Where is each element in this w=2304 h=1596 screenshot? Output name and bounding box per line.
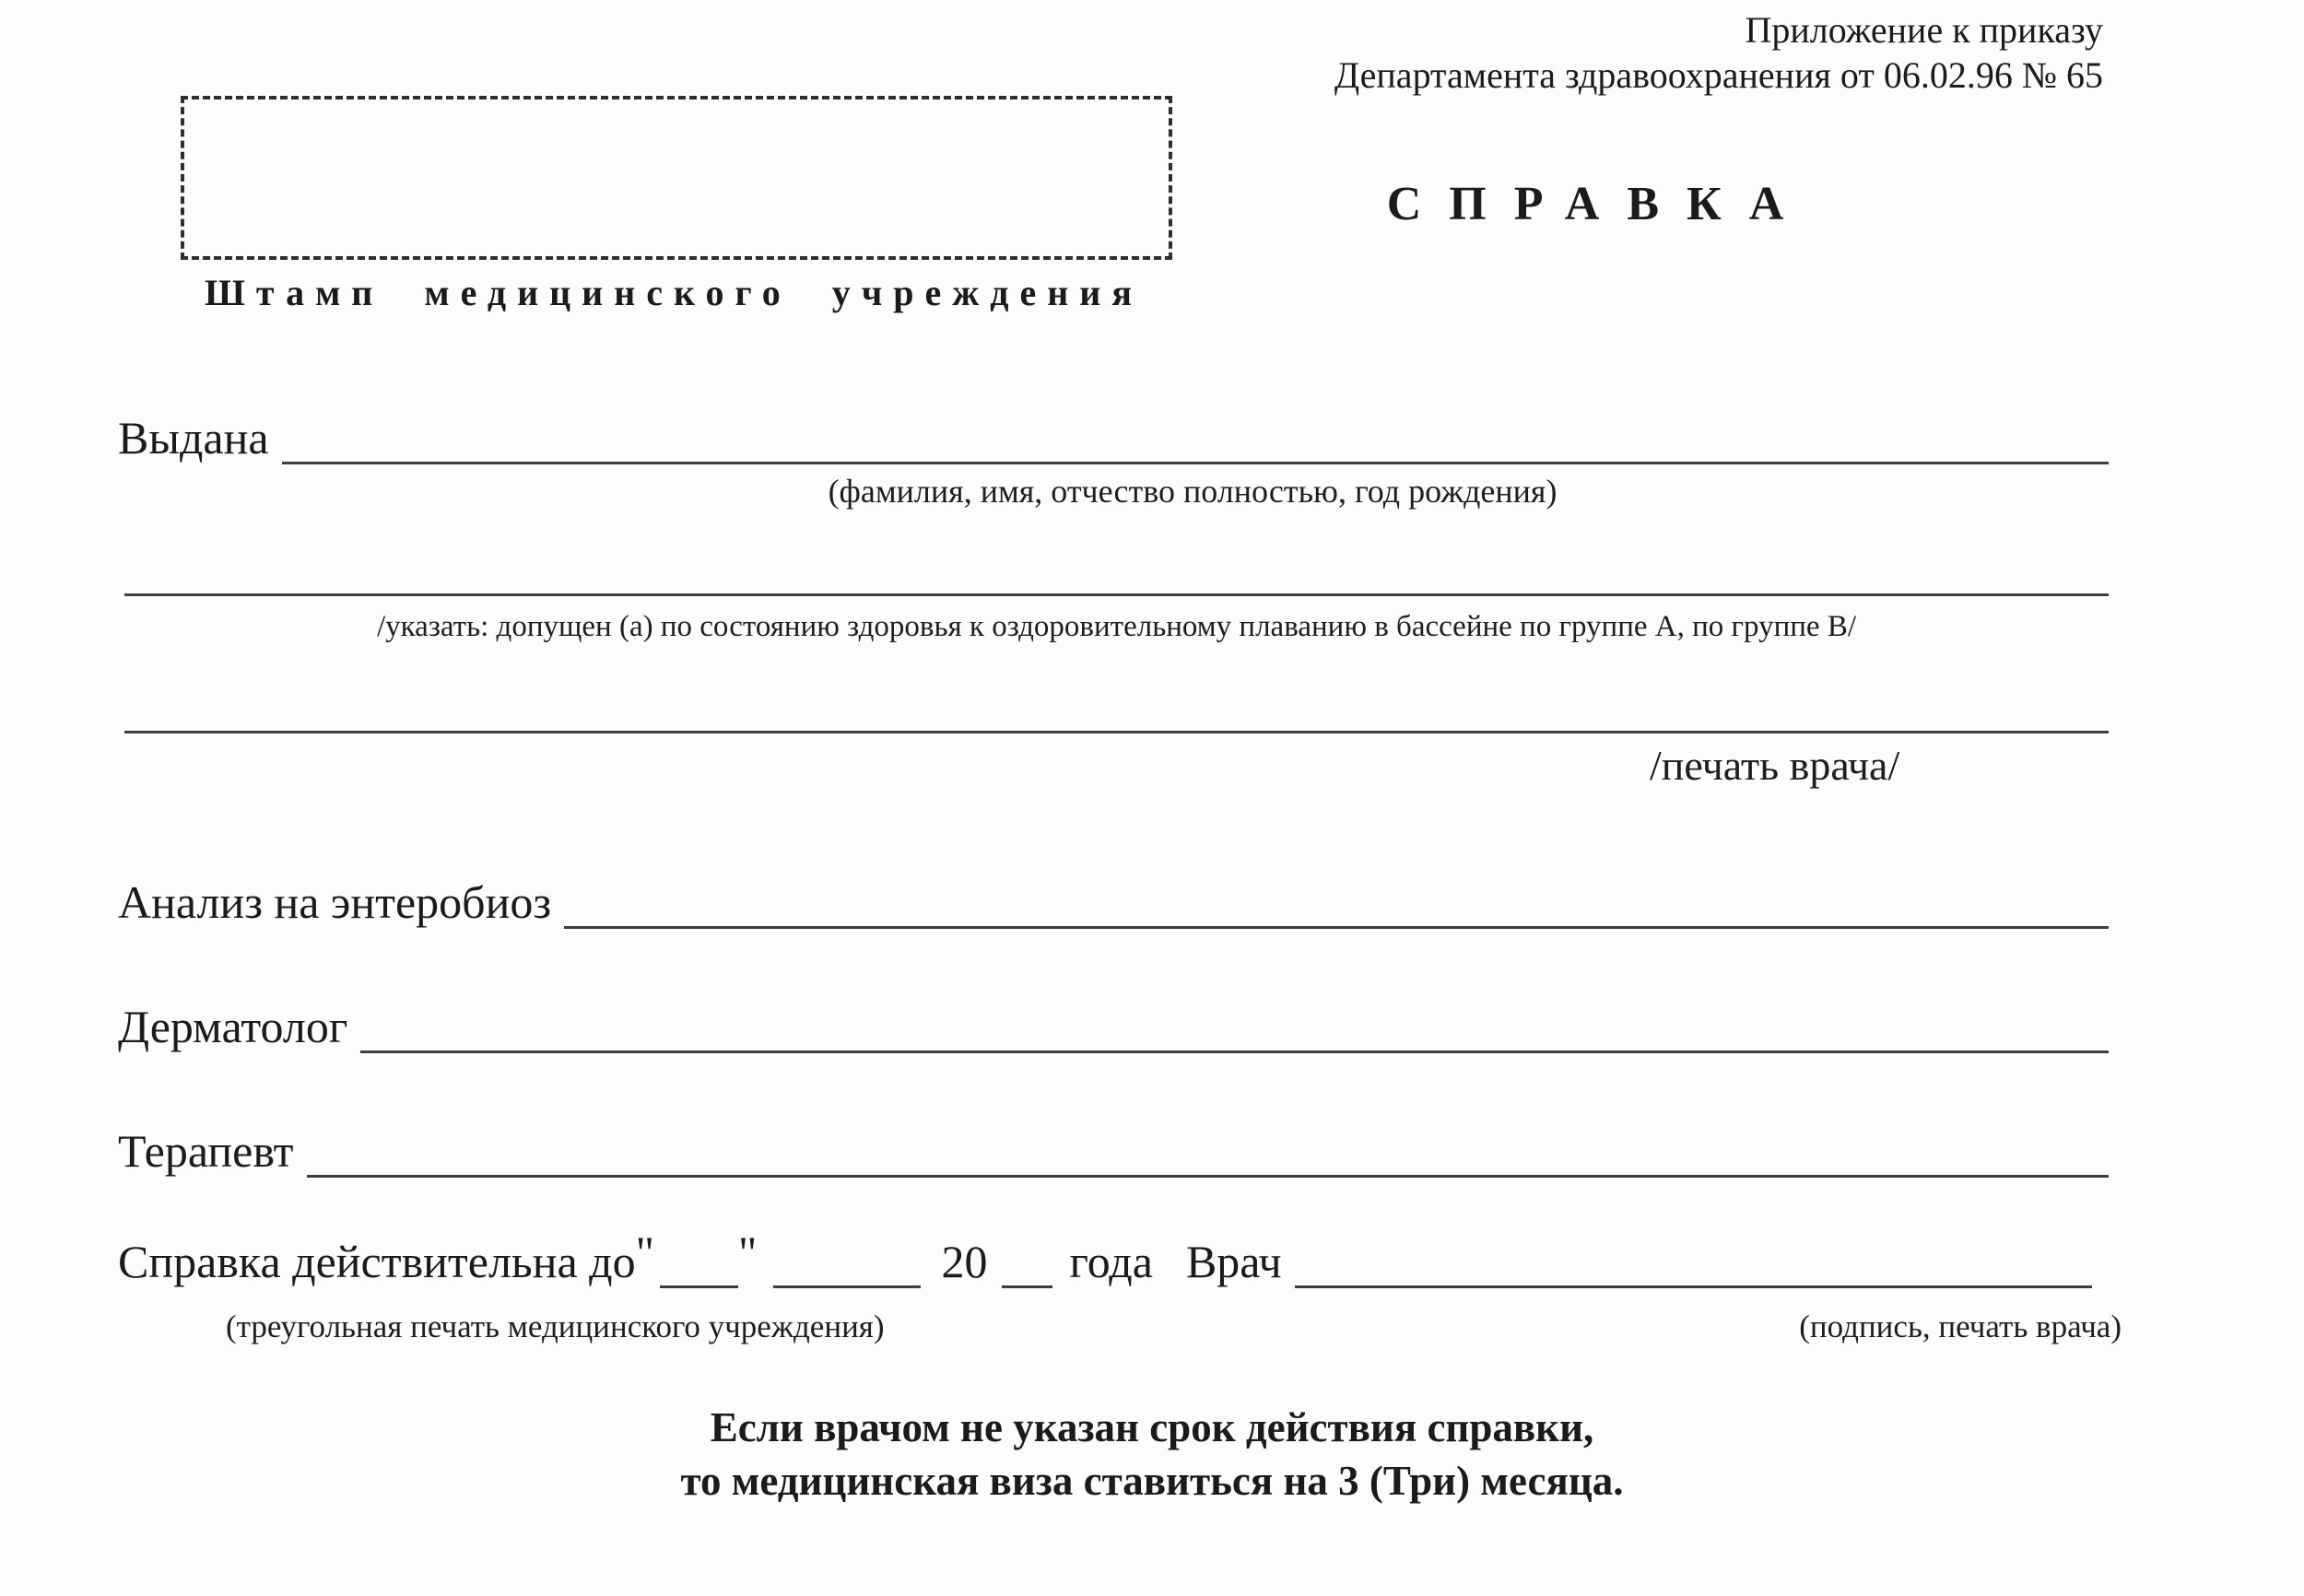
issued-to-row — [118, 411, 2109, 464]
validity-notice — [0, 1401, 2304, 1508]
year-word-label: года — [1069, 1236, 1153, 1287]
triangular-stamp-footnote: (треугольная печать медицинского учреждения) — [226, 1308, 885, 1344]
dermatologist-row — [118, 1000, 2109, 1053]
therapist-label: Терапевт — [118, 1125, 294, 1177]
doctor-signature-blank-line — [1295, 1235, 2092, 1288]
validity-label: Справка действительна до — [118, 1236, 636, 1287]
day-blank-line — [660, 1235, 738, 1288]
issued-to-blank-line — [282, 411, 2109, 464]
document-title: СПРАВКА — [1386, 178, 1812, 230]
order-reference-line1: Приложение к приказу — [1745, 9, 2103, 51]
order-reference-line2: Департамента здравоохранения от 06.02.96 № 65 — [1334, 54, 2103, 96]
therapist-row — [118, 1124, 2109, 1178]
admission-hint: /указать: допущен (а) по состоянию здоровья к оздоровительному плаванию в бассейне по группе А, по группе В/ — [376, 610, 1857, 643]
day-quote-open: " — [635, 1226, 655, 1278]
day-quote-close: " — [738, 1226, 758, 1278]
enterobiasis-blank-line — [564, 875, 2109, 929]
issued-to-label: Выдана — [118, 412, 269, 464]
therapist-blank-line — [307, 1124, 2109, 1178]
validity-row — [118, 1226, 2092, 1288]
order-reference — [1334, 7, 2103, 98]
month-blank-line — [773, 1235, 921, 1288]
doctor-seal-blank-line — [124, 731, 2109, 733]
issued-to-hint: (фамилия, имя, отчество полностью, год рождения) — [828, 473, 1558, 510]
dermatologist-blank-line — [360, 1000, 2109, 1053]
year-century-prefix: 20 — [941, 1236, 988, 1287]
dermatologist-label: Дерматолог — [118, 1001, 348, 1052]
enterobiasis-label: Анализ на энтеробиоз — [118, 876, 552, 928]
validity-notice-line2: то медицинская виза ставиться на 3 (Три) месяца. — [680, 1458, 1624, 1504]
validity-notice-line1: Если врачом не указан срок действия справки, — [710, 1404, 1594, 1450]
year-blank-line — [1002, 1235, 1052, 1288]
doctor-label: Врач — [1185, 1236, 1282, 1287]
doctor-seal-hint: /печать врача/ — [1650, 742, 1900, 789]
admission-blank-line — [124, 593, 2109, 596]
enterobiasis-row — [118, 875, 2109, 929]
signature-stamp-footnote: (подпись, печать врача) — [1799, 1308, 2122, 1344]
medical-institution-stamp-box — [181, 96, 1172, 260]
stamp-caption: Штамп медицинского учреждения — [205, 272, 1143, 313]
